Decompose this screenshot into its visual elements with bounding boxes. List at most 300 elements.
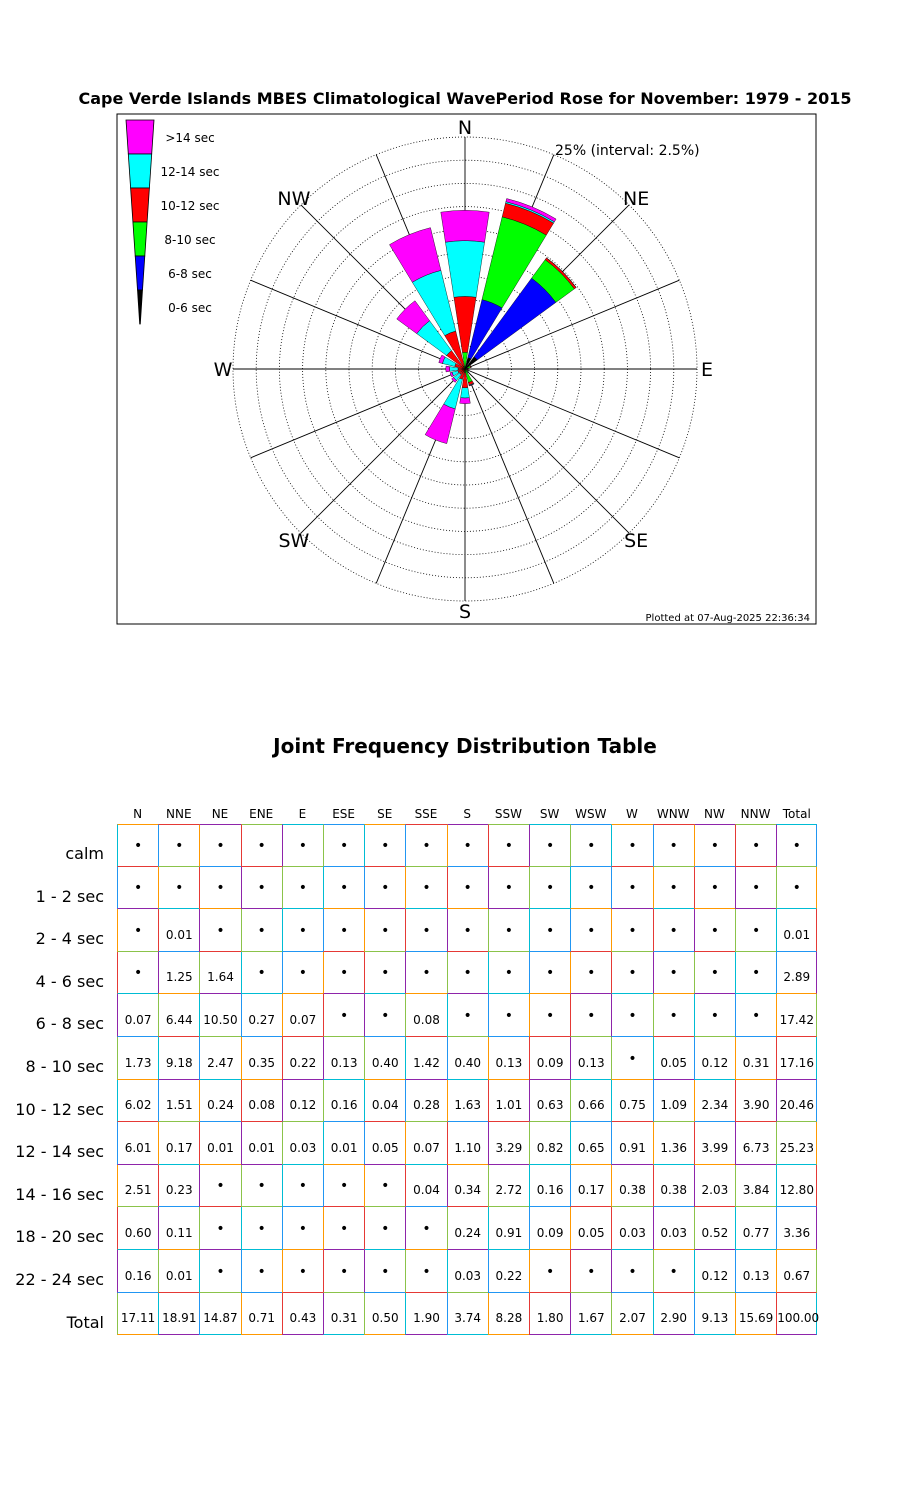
- cell-value: •: [669, 1007, 678, 1024]
- cell-value: •: [792, 880, 801, 897]
- table-cell: [570, 1037, 611, 1080]
- cell-value: 0.09: [536, 1055, 564, 1070]
- table-cell: [529, 824, 570, 867]
- cell-value: •: [381, 1178, 390, 1195]
- table-cell: [447, 1080, 488, 1123]
- bar-s: [460, 398, 471, 404]
- table-cell: [282, 1250, 323, 1293]
- cell-value: 9.18: [165, 1055, 193, 1070]
- cell-value: •: [381, 1007, 390, 1024]
- table-cell: [158, 1080, 199, 1123]
- table-cell: [323, 824, 364, 867]
- cell-value: 12.80: [779, 1183, 814, 1198]
- row-label: 18 - 20 sec: [15, 1227, 104, 1247]
- table-cell: [364, 1037, 405, 1080]
- cell-value: •: [710, 965, 720, 982]
- table-cell: [735, 1250, 776, 1293]
- table-cell: [611, 994, 652, 1037]
- cell-value: •: [339, 1220, 349, 1237]
- table-cell: [405, 1207, 446, 1250]
- cell-value: 0.11: [165, 1225, 193, 1240]
- cell-value: 6.73: [742, 1140, 770, 1155]
- cell-value: •: [710, 837, 720, 854]
- table-cell: [323, 1165, 364, 1208]
- cell-value: 0.91: [619, 1140, 646, 1155]
- cell-value: •: [422, 965, 431, 982]
- cell-value: 0.09: [536, 1225, 564, 1240]
- table-cell: [653, 1122, 694, 1165]
- column-header: W: [626, 807, 638, 821]
- cell-value: 0.13: [330, 1055, 358, 1070]
- table-cell: [776, 1037, 817, 1080]
- cell-value: 1.42: [413, 1055, 440, 1070]
- table-cell: [611, 824, 652, 867]
- cell-value: •: [587, 1007, 596, 1024]
- table-cell: [323, 867, 364, 910]
- legend-swatch: [138, 290, 143, 324]
- cell-value: •: [463, 965, 472, 982]
- table-cell: [282, 1293, 323, 1336]
- cell-value: 0.23: [165, 1183, 193, 1198]
- rose-spoke: [465, 369, 679, 458]
- table-cell: [447, 1037, 488, 1080]
- bar-n: [441, 210, 489, 242]
- table-cell: [323, 1080, 364, 1123]
- table-cell: [117, 1122, 158, 1165]
- table-cell: [488, 952, 529, 995]
- table-cell: [158, 1250, 199, 1293]
- cell-value: 0.01: [783, 927, 811, 942]
- cell-value: •: [257, 1178, 266, 1195]
- table-cell: [158, 1293, 199, 1336]
- cell-value: 0.31: [742, 1055, 770, 1070]
- cell-value: 0.01: [165, 927, 193, 942]
- cell-value: 0.50: [371, 1311, 399, 1326]
- cell-value: 0.27: [248, 1012, 276, 1027]
- table-cell: [735, 824, 776, 867]
- cell-value: 0.24: [207, 1098, 234, 1113]
- cell-value: 0.01: [248, 1140, 276, 1155]
- table-cell: [694, 952, 735, 995]
- row-label: 10 - 12 sec: [15, 1099, 104, 1119]
- cell-value: 0.66: [577, 1098, 605, 1113]
- legend-swatch: [133, 222, 147, 256]
- cell-value: •: [381, 922, 390, 939]
- table-cell: [364, 1293, 405, 1336]
- cell-value: 17.42: [779, 1012, 814, 1027]
- table-cell: [241, 1293, 282, 1336]
- legend-swatch: [126, 120, 154, 154]
- table-cell: [323, 909, 364, 952]
- cell-value: •: [545, 965, 555, 982]
- cell-value: 1.25: [165, 970, 193, 985]
- cell-value: 0.82: [536, 1140, 564, 1155]
- table-cell: [570, 1293, 611, 1336]
- cell-value: 2.07: [619, 1311, 646, 1326]
- row-label: 4 - 6 sec: [35, 971, 104, 991]
- table-cell: [488, 1207, 529, 1250]
- cell-value: 3.84: [742, 1183, 770, 1198]
- cell-value: •: [257, 1220, 266, 1237]
- table-cell: [529, 1122, 570, 1165]
- cell-value: 0.24: [454, 1225, 482, 1240]
- table-cell: [776, 824, 817, 867]
- cell-value: 0.38: [660, 1183, 688, 1198]
- table-cell: [241, 867, 282, 910]
- compass-se: SE: [624, 530, 649, 553]
- column-header: WNW: [656, 807, 690, 821]
- cell-value: •: [669, 880, 678, 897]
- table-cell: [117, 1165, 158, 1208]
- column-header: Total: [782, 807, 811, 821]
- column-header: ESE: [332, 807, 355, 821]
- table-cell: [364, 824, 405, 867]
- cell-value: •: [545, 1263, 555, 1280]
- legend-label: 6-8 sec: [168, 267, 212, 281]
- table-cell: [776, 909, 817, 952]
- table-cell: [405, 1165, 446, 1208]
- table-cell: [694, 909, 735, 952]
- table-cell: [570, 1080, 611, 1123]
- compass-n: N: [457, 117, 473, 139]
- cell-value: 0.04: [413, 1183, 440, 1198]
- cell-value: •: [710, 880, 720, 897]
- row-label: 2 - 4 sec: [35, 929, 104, 949]
- table-cell: [447, 909, 488, 952]
- cell-value: •: [751, 965, 761, 982]
- table-cell: [199, 1293, 240, 1336]
- bar-ssw: [425, 404, 455, 444]
- table-cell: [735, 1165, 776, 1208]
- cell-value: •: [628, 1263, 637, 1280]
- cell-value: •: [545, 1007, 555, 1024]
- table-cell: [653, 1080, 694, 1123]
- table-cell: [529, 952, 570, 995]
- cell-value: •: [669, 922, 678, 939]
- cell-value: •: [751, 1007, 761, 1024]
- cell-value: •: [628, 1050, 637, 1067]
- cell-value: •: [216, 1220, 225, 1237]
- table-cell: [694, 867, 735, 910]
- table-cell: [488, 824, 529, 867]
- column-header: E: [298, 807, 307, 821]
- table-cell: [488, 1165, 529, 1208]
- cell-value: •: [422, 837, 431, 854]
- table-cell: [447, 952, 488, 995]
- column-header: S: [463, 807, 471, 821]
- column-header: SSE: [414, 807, 438, 821]
- cell-value: •: [381, 965, 390, 982]
- table-cell: [694, 824, 735, 867]
- column-header: ENE: [249, 807, 274, 821]
- table-cell: [653, 994, 694, 1037]
- table-cell: [364, 909, 405, 952]
- cell-value: 2.03: [701, 1183, 729, 1198]
- table-cell: [653, 909, 694, 952]
- table-cell: [570, 867, 611, 910]
- table-cell: [529, 867, 570, 910]
- table-cell: [611, 1122, 652, 1165]
- cell-value: 0.63: [536, 1098, 564, 1113]
- cell-value: •: [298, 1220, 308, 1237]
- table-cell: [529, 1037, 570, 1080]
- table-cell: [611, 1037, 652, 1080]
- table-cell: [364, 1250, 405, 1293]
- row-label: 8 - 10 sec: [25, 1057, 104, 1076]
- cell-value: •: [587, 1263, 596, 1280]
- cell-value: 6.01: [124, 1140, 152, 1155]
- cell-value: 0.08: [413, 1012, 440, 1027]
- table-cell: [694, 1293, 735, 1336]
- cell-value: 1.67: [577, 1311, 605, 1326]
- cell-value: 25.23: [779, 1140, 814, 1155]
- cell-value: •: [257, 880, 266, 897]
- cell-value: 0.38: [619, 1183, 646, 1198]
- cell-value: •: [504, 965, 514, 982]
- table-cell: [282, 1122, 323, 1165]
- table-cell: [488, 1250, 529, 1293]
- plotted-stamp: Plotted at 07-Aug-2025 22:36:34: [645, 613, 810, 624]
- legend-label: >14 sec: [165, 131, 215, 145]
- table-cell: [776, 1122, 817, 1165]
- table-cell: [611, 1207, 652, 1250]
- table-cell: [570, 1165, 611, 1208]
- column-header: SW: [539, 807, 560, 821]
- compass-w: W: [213, 359, 233, 381]
- cell-value: •: [792, 837, 801, 854]
- cell-value: 0.12: [701, 1268, 729, 1283]
- cell-value: 1.51: [165, 1098, 193, 1113]
- cell-value: 6.44: [165, 1012, 193, 1027]
- cell-value: 0.43: [289, 1311, 317, 1326]
- cell-value: 0.12: [289, 1098, 317, 1113]
- cell-value: 0.13: [577, 1055, 605, 1070]
- cell-value: 1.09: [660, 1098, 688, 1113]
- cell-value: 6.02: [124, 1098, 152, 1113]
- legend-label: 10-12 sec: [160, 199, 220, 213]
- cell-value: •: [257, 922, 266, 939]
- table-cell: [117, 1250, 158, 1293]
- table-cell: [282, 1165, 323, 1208]
- cell-value: 0.16: [330, 1098, 358, 1113]
- table-cell: [653, 824, 694, 867]
- table-cell: [199, 1080, 240, 1123]
- table-cell: [364, 1080, 405, 1123]
- table-cell: [570, 1207, 611, 1250]
- row-label: 14 - 16 sec: [15, 1184, 104, 1204]
- cell-value: 0.65: [577, 1140, 605, 1155]
- table-cell: [488, 1122, 529, 1165]
- cell-value: 0.40: [454, 1055, 482, 1070]
- table-cell: [447, 1165, 488, 1208]
- table-cell: [117, 1293, 158, 1336]
- legend-label: 8-10 sec: [164, 233, 216, 247]
- cell-value: 0.31: [330, 1311, 358, 1326]
- cell-value: 0.60: [124, 1225, 152, 1240]
- table-cell: [488, 1037, 529, 1080]
- cell-value: 0.71: [248, 1311, 276, 1326]
- table-cell: [158, 952, 199, 995]
- cell-value: •: [339, 1007, 349, 1024]
- cell-value: 0.34: [454, 1183, 482, 1198]
- table-cell: [241, 952, 282, 995]
- cell-value: 0.05: [371, 1140, 399, 1155]
- table-cell: [282, 1207, 323, 1250]
- cell-value: •: [422, 922, 431, 939]
- table-cell: [323, 1122, 364, 1165]
- table-cell: [282, 994, 323, 1037]
- table-cell: [611, 867, 652, 910]
- cell-value: •: [545, 922, 555, 939]
- cell-value: 0.67: [783, 1268, 811, 1283]
- column-header: SE: [377, 807, 393, 821]
- table-cell: [776, 994, 817, 1037]
- cell-value: •: [381, 1220, 390, 1237]
- table-cell: [694, 994, 735, 1037]
- bar-w: [446, 366, 450, 372]
- table-cell: [653, 952, 694, 995]
- cell-value: 0.04: [371, 1098, 399, 1113]
- table-cell: [694, 1250, 735, 1293]
- table-cell: [447, 1250, 488, 1293]
- table-cell: [158, 1165, 199, 1208]
- table-cell: [405, 994, 446, 1037]
- cell-value: 3.90: [742, 1098, 770, 1113]
- row-label: 22 - 24 sec: [15, 1270, 104, 1289]
- table-cell: [488, 867, 529, 910]
- table-cell: [364, 994, 405, 1037]
- table-cell: [199, 952, 240, 995]
- table-cell: [158, 909, 199, 952]
- cell-value: •: [339, 922, 349, 939]
- table-cell: [199, 867, 240, 910]
- cell-value: •: [298, 965, 308, 982]
- cell-value: •: [298, 922, 308, 939]
- table-cell: [776, 1080, 817, 1123]
- column-header: NE: [211, 807, 229, 821]
- table-cell: [282, 952, 323, 995]
- cell-value: 0.07: [289, 1012, 317, 1027]
- table-cell: [282, 824, 323, 867]
- cell-value: •: [339, 880, 349, 897]
- table-cell: [776, 867, 817, 910]
- cell-value: •: [545, 880, 555, 897]
- cell-value: 0.75: [619, 1098, 646, 1113]
- compass-sw: SW: [278, 530, 310, 553]
- table-cell: [323, 1250, 364, 1293]
- cell-value: 9.13: [701, 1311, 729, 1326]
- cell-value: 100.00: [777, 1311, 820, 1326]
- compass-ne: NE: [623, 187, 650, 210]
- cell-value: •: [422, 880, 431, 897]
- table-cell: [447, 994, 488, 1037]
- cell-value: 0.03: [289, 1140, 317, 1155]
- table-cell: [364, 1207, 405, 1250]
- table-cell: [529, 1250, 570, 1293]
- legend-label: 12-14 sec: [160, 165, 220, 179]
- cell-value: •: [587, 880, 596, 897]
- table-cell: [158, 1122, 199, 1165]
- cell-value: •: [463, 922, 472, 939]
- cell-value: •: [339, 965, 349, 982]
- cell-value: •: [628, 1007, 637, 1024]
- table-cell: [158, 824, 199, 867]
- cell-value: 20.46: [779, 1098, 814, 1113]
- table-cell: [735, 1293, 776, 1336]
- cell-value: •: [587, 922, 596, 939]
- table-cell: [735, 994, 776, 1037]
- cell-value: •: [339, 837, 349, 854]
- cell-value: •: [669, 837, 678, 854]
- cell-value: 0.08: [248, 1098, 276, 1113]
- cell-value: 2.89: [783, 970, 811, 985]
- row-label: Total: [66, 1312, 104, 1332]
- table-cell: [735, 909, 776, 952]
- cell-value: 1.10: [454, 1140, 482, 1155]
- table-cell: [323, 994, 364, 1037]
- table-cell: [199, 824, 240, 867]
- table-cell: [735, 1080, 776, 1123]
- table-cell: [405, 909, 446, 952]
- cell-value: •: [422, 1263, 431, 1280]
- table-cell: [241, 1165, 282, 1208]
- cell-value: 0.01: [207, 1140, 234, 1155]
- column-header: NNW: [740, 807, 771, 821]
- wave-period-rose: [0, 0, 900, 660]
- cell-value: •: [298, 1178, 308, 1195]
- cell-value: 0.01: [330, 1140, 358, 1155]
- cell-value: •: [545, 837, 555, 854]
- cell-value: •: [587, 965, 596, 982]
- table-cell: [570, 824, 611, 867]
- cell-value: •: [751, 837, 761, 854]
- table-cell: [694, 1165, 735, 1208]
- table-cell: [653, 867, 694, 910]
- table-cell: [117, 867, 158, 910]
- cell-value: •: [669, 965, 678, 982]
- cell-value: •: [257, 1263, 266, 1280]
- table-cell: [529, 1207, 570, 1250]
- table-cell: [241, 1080, 282, 1123]
- rose-spoke: [251, 369, 465, 458]
- table-cell: [611, 909, 652, 952]
- cell-value: •: [628, 922, 637, 939]
- cell-value: 0.05: [577, 1225, 605, 1240]
- table-cell: [241, 824, 282, 867]
- cell-value: 2.51: [124, 1183, 152, 1198]
- cell-value: 1.63: [454, 1098, 482, 1113]
- table-cell: [488, 1080, 529, 1123]
- cell-value: 1.90: [413, 1311, 440, 1326]
- table-cell: [241, 1207, 282, 1250]
- table-cell: [570, 1250, 611, 1293]
- table-cell: [694, 1122, 735, 1165]
- table-cell: [323, 952, 364, 995]
- table-cell: [117, 1037, 158, 1080]
- cell-value: 1.80: [536, 1311, 564, 1326]
- table-cell: [611, 952, 652, 995]
- table-cell: [776, 952, 817, 995]
- cell-value: 1.36: [660, 1140, 688, 1155]
- row-label: 1 - 2 sec: [35, 886, 104, 906]
- cell-value: •: [298, 837, 308, 854]
- table-cell: [364, 867, 405, 910]
- table-cell: [282, 867, 323, 910]
- rose-spoke: [301, 369, 465, 533]
- chart-title: Cape Verde Islands MBES Climatological WavePeriod Rose for November: 1979 - 2015: [78, 89, 852, 108]
- cell-value: •: [751, 880, 761, 897]
- table-cell: [529, 1293, 570, 1336]
